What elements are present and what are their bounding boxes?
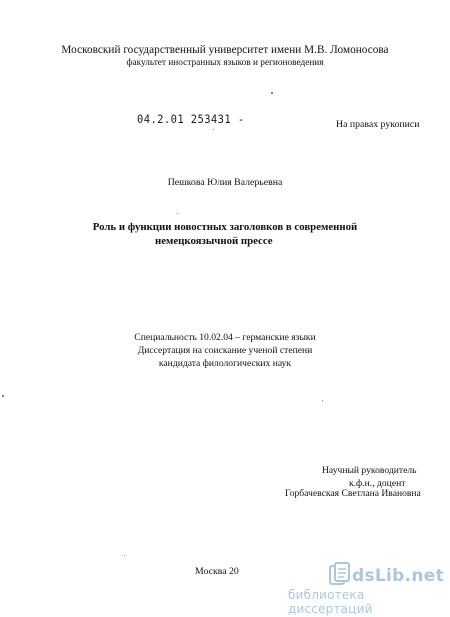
supervisor-name: Горбачевская Светлана Ивановна — [285, 488, 421, 499]
scan-speck — [322, 400, 323, 401]
dslib-logo-icon — [328, 562, 352, 588]
city-year: Москва 20 — [195, 566, 239, 577]
dslib-watermark — [288, 562, 448, 616]
scan-speck — [177, 213, 178, 214]
scan-speck — [271, 92, 273, 94]
author-name: Пешкова Юлия Валерьевна — [167, 177, 283, 188]
scan-speck — [124, 555, 125, 556]
watermark-subtitle: библиотека диссертаций — [288, 588, 373, 616]
degree-line: кандидата филологических наук — [158, 358, 292, 369]
dissertation-line: Диссертация на соискание ученой степени — [137, 345, 313, 356]
dissertation-title-line2: немецкоязычной прессе — [155, 235, 273, 247]
supervisor-degree: к.ф.н., доцент — [349, 478, 406, 489]
registry-code: 04.2.01 253431 - — [137, 113, 245, 127]
rights-note: На правах рукописи — [336, 119, 420, 130]
watermark-brand: dsLib.net — [352, 566, 445, 586]
scan-speck — [2, 395, 4, 397]
supervisor-title: Научный руководитель — [322, 465, 417, 476]
university-name: Московский государственный университет имени М.В. Ломоносова — [61, 44, 389, 56]
specialty-line: Специальность 10.02.04 – германские языки — [134, 332, 316, 343]
scan-speck — [213, 129, 214, 130]
dissertation-title-line1: Роль и функции новостных заголовков в современной — [92, 221, 358, 233]
faculty-name: факультет иностранных языков и регионоведения — [126, 58, 324, 68]
